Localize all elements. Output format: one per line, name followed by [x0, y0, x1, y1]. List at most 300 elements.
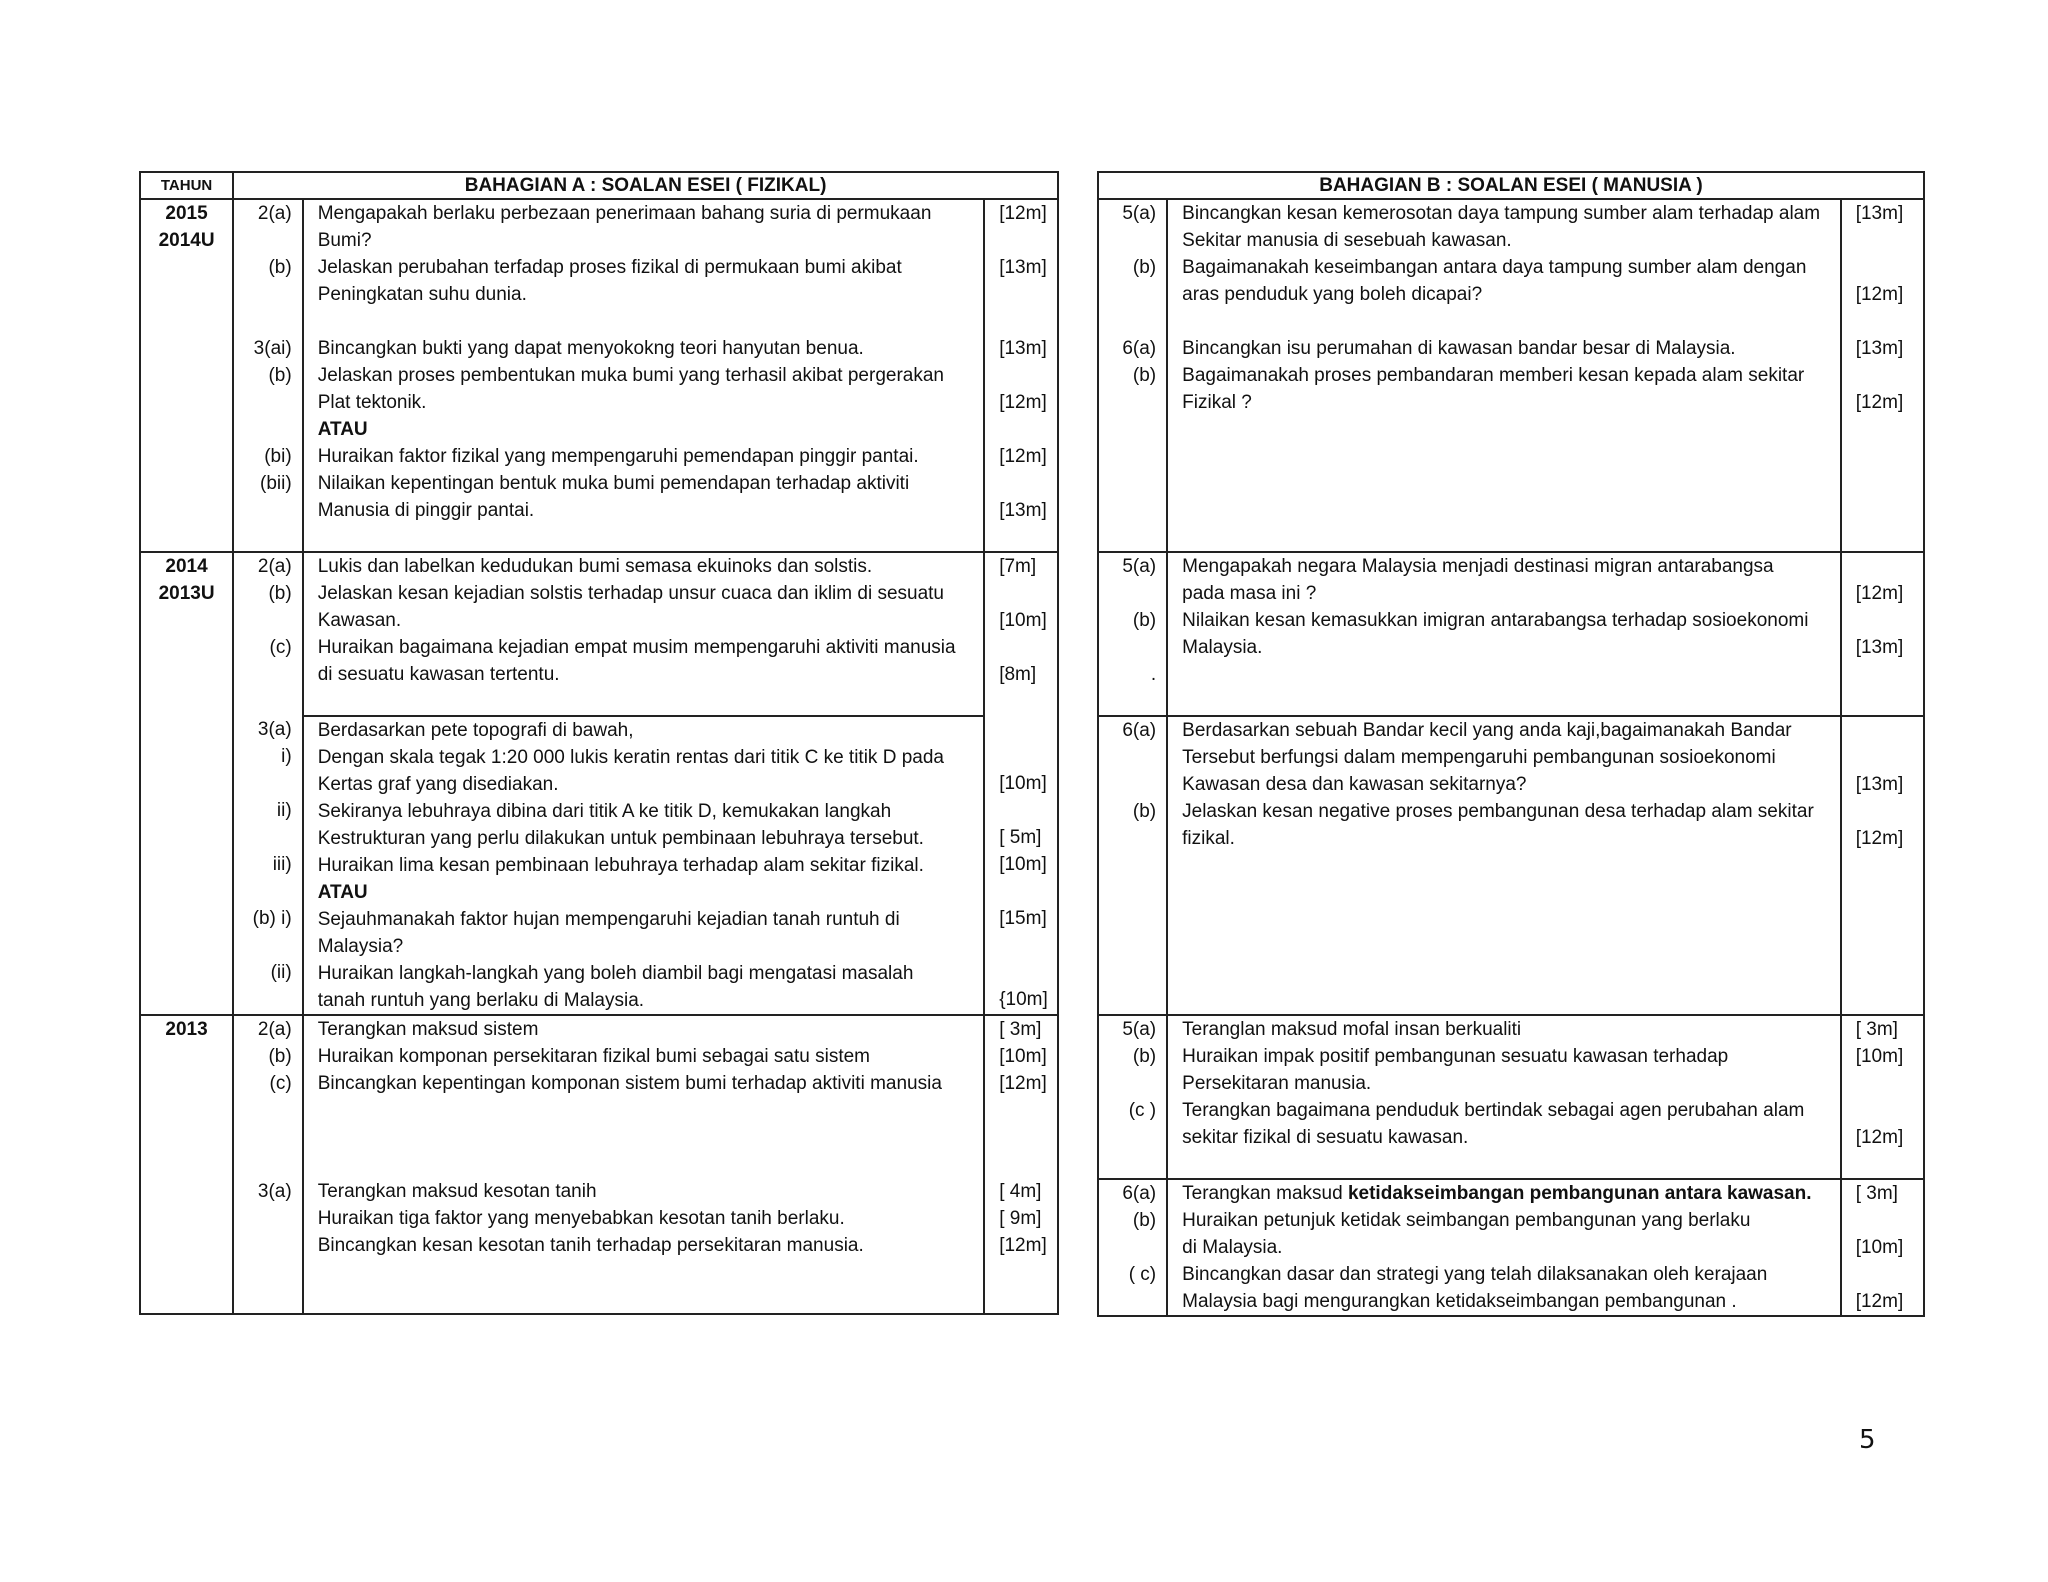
page-number: 5 [1859, 1425, 1876, 1455]
question-block [140, 199, 1058, 335]
question-marks: [12m] [999, 392, 1047, 413]
question-text [318, 1124, 976, 1151]
year-label: 2014 [165, 556, 208, 577]
question-block [1098, 335, 1924, 552]
question-number [1099, 906, 1156, 933]
question-text [1182, 308, 1832, 335]
question-number: iii) [272, 854, 292, 875]
section-b-body [1098, 199, 1924, 1316]
question-text: Kestrukturan yang perlu dilakukan untuk pembinaan lebuhraya tersebut. [317, 828, 924, 849]
question-number [1099, 470, 1156, 497]
question-number [1099, 852, 1156, 879]
question-text [318, 308, 976, 335]
section-a-body [140, 199, 1058, 1314]
marks-column [984, 199, 1058, 335]
question-number: 3(ai) [253, 338, 292, 359]
question-marks: [8m] [999, 664, 1037, 685]
question-marks [999, 959, 1057, 986]
question-text: Lukis dan labelkan kedudukan bumi semasa ekuinoks dan solstis. [317, 556, 873, 577]
question-text: Huraikan langkah-langkah yang boleh diambil bagi mengatasi masalah [317, 963, 914, 984]
question-text: Terangkan maksud kesotan tanih [317, 1181, 597, 1202]
question-marks: [10m] [1855, 1046, 1904, 1067]
question-number: (b) [1132, 801, 1157, 822]
question-marks [1856, 987, 1923, 1014]
text-column [1167, 335, 1841, 552]
question-number [234, 227, 292, 254]
question-marks: [13m] [1855, 774, 1904, 795]
question-number [1099, 933, 1156, 960]
question-text: Terangkan bagaimana penduduk bertindak sebagai agen perubahan alam [1182, 1100, 1805, 1121]
question-marks [999, 1124, 1057, 1151]
question-marks: [10m] [999, 610, 1047, 631]
question-text: Mengapakah berlaku perbezaan penerimaan bahang suria di permukaan [317, 203, 932, 224]
question-block [140, 552, 1058, 716]
question-text: Tersebut berfungsi dalam mempengaruhi pembangunan sosioekonomi [1182, 747, 1776, 768]
question-number [1099, 389, 1156, 416]
question-text: fizikal. [1182, 828, 1235, 849]
question-number [1099, 497, 1156, 524]
question-text: Dengan skala tegak 1:20 000 lukis keratin rentas dari titik C ke titik D pada [317, 747, 944, 768]
question-text-bold: ketidakseimbangan pembangunan antara kawasan. [1347, 1183, 1812, 1204]
question-text: Bincangkan kesan kesotan tanih terhadap persekitaran manusia. [317, 1235, 864, 1256]
text-column [303, 552, 985, 716]
question-number [234, 1232, 292, 1259]
question-marks [1856, 1207, 1923, 1234]
question-text: Persekitaran manusia. [1182, 1073, 1372, 1094]
question-text: Bagaimanakah proses pembandaran memberi kesan kepada alam sekitar [1182, 365, 1805, 386]
number-column [1098, 335, 1167, 552]
question-text: Berdasarkan pete topografi di bawah, [317, 720, 634, 741]
question-marks: [ 3m] [999, 1019, 1042, 1040]
question-text: Kawasan. [317, 610, 402, 631]
question-marks: [13m] [1855, 203, 1904, 224]
question-text [1182, 661, 1832, 688]
question-text: Malaysia bagi mengurangkan ketidakseimbangan pembangunan . [1182, 1291, 1737, 1312]
question-block [1098, 199, 1924, 335]
question-marks [1856, 497, 1923, 524]
question-number: (c) [269, 1073, 292, 1094]
question-text [1182, 987, 1832, 1014]
text-column [1167, 1179, 1841, 1316]
question-marks: [10m] [1855, 1237, 1904, 1258]
question-text [318, 1259, 976, 1286]
question-text: Teranglan maksud mofal insan berkualiti [1182, 1019, 1522, 1040]
question-number [1099, 524, 1156, 551]
marks-column [984, 1015, 1058, 1178]
question-marks [1856, 553, 1923, 580]
question-number [234, 661, 292, 688]
number-column [233, 335, 303, 552]
year-label: 2015 [165, 203, 208, 224]
question-text: Bincangkan bukti yang dapat menyokokng teori hanyutan benua. [317, 338, 864, 359]
text-column [1167, 552, 1841, 716]
question-number [1099, 879, 1156, 906]
question-marks [999, 1151, 1057, 1178]
year-cell [140, 552, 233, 1015]
question-marks [1856, 416, 1923, 443]
question-number: i) [281, 746, 292, 767]
question-marks [1856, 1261, 1923, 1288]
question-text: Huraikan impak positif pembangunan sesuatu kawasan terhadap [1182, 1046, 1729, 1067]
question-block [1098, 716, 1924, 1015]
question-text [1182, 688, 1832, 715]
marks-column [1841, 199, 1924, 335]
question-marks [999, 743, 1057, 770]
question-marks: [13m] [1855, 338, 1904, 359]
number-column [233, 199, 303, 335]
marks-column [984, 716, 1058, 1015]
question-text [1182, 416, 1832, 443]
question-text: Terangkan maksud sistem [317, 1019, 539, 1040]
question-marks [999, 524, 1057, 551]
question-number: (b) [1132, 1046, 1157, 1067]
question-text: Huraikan faktor fizikal yang mempengaruhi pemendapan pinggir pantai. [317, 446, 919, 467]
question-number: (b) [268, 1046, 292, 1067]
question-number [234, 986, 292, 1013]
question-text [1182, 524, 1832, 551]
question-number: ii) [276, 800, 292, 821]
question-number: (b) [268, 257, 292, 278]
question-text: Sejauhmanakah faktor hujan mempengaruhi kejadian tanah runtuh di [317, 909, 900, 930]
question-number [1099, 1288, 1156, 1315]
question-marks [999, 227, 1057, 254]
question-marks [1856, 852, 1923, 879]
question-text: Peningkatan suhu dunia. [317, 284, 527, 305]
year-label: 2014U [158, 230, 215, 251]
question-number [1099, 960, 1156, 987]
question-text [318, 688, 976, 715]
question-text: di Malaysia. [1182, 1237, 1283, 1258]
question-number [234, 1286, 292, 1313]
year-label: 2013 [165, 1019, 208, 1040]
question-number: 3(a) [257, 1181, 292, 1202]
question-number: (b) [268, 365, 292, 386]
question-marks [1856, 879, 1923, 906]
question-marks [999, 281, 1057, 308]
question-marks: [ 4m] [999, 1181, 1042, 1202]
marks-column [984, 552, 1058, 716]
question-marks [1856, 607, 1923, 634]
question-marks [999, 580, 1057, 607]
marks-column [1841, 552, 1924, 716]
question-text: ATAU [317, 882, 368, 903]
question-number [234, 281, 292, 308]
question-number: (b) [1132, 257, 1157, 278]
question-text: Bumi? [317, 230, 372, 251]
question-marks: [12m] [999, 446, 1047, 467]
question-number: (b) i) [252, 908, 292, 929]
question-text: Kertas graf yang disediakan. [317, 774, 559, 795]
question-number [234, 389, 292, 416]
number-column [233, 1178, 303, 1314]
question-number [1099, 416, 1156, 443]
question-marks [999, 878, 1057, 905]
question-number: ( c) [1128, 1264, 1157, 1285]
question-text: Plat tektonik. [317, 392, 427, 413]
question-marks [999, 470, 1057, 497]
question-marks: [12m] [1855, 392, 1904, 413]
marks-column [1841, 1179, 1924, 1316]
question-marks [1856, 1070, 1923, 1097]
question-marks: [13m] [999, 338, 1047, 359]
question-number [234, 878, 292, 905]
marks-column [1841, 716, 1924, 1015]
question-marks: [12m] [999, 203, 1047, 224]
question-marks: [7m] [999, 556, 1037, 577]
question-marks [1856, 744, 1923, 771]
question-number: 2(a) [257, 203, 292, 224]
question-text: Bincangkan dasar dan strategi yang telah dilaksanakan oleh kerajaan [1182, 1264, 1768, 1285]
question-number: (b) [268, 583, 292, 604]
question-number [234, 932, 292, 959]
question-number [234, 1097, 292, 1124]
question-number: 5(a) [1122, 556, 1157, 577]
question-block [140, 1178, 1058, 1314]
question-marks: [ 3m] [1855, 1183, 1898, 1204]
question-marks [999, 688, 1057, 715]
question-text [1182, 1151, 1832, 1178]
question-text: di sesuatu kawasan tertentu. [317, 664, 560, 685]
number-column [233, 716, 303, 1015]
question-text [1182, 906, 1832, 933]
question-number: (b) [1132, 610, 1157, 631]
question-marks [1856, 524, 1923, 551]
question-text: Bincangkan kesan kemerosotan daya tampung sumber alam terhadap alam [1182, 203, 1821, 224]
number-column [1098, 1179, 1167, 1316]
question-text: Kawasan desa dan kawasan sekitarnya? [1182, 774, 1527, 795]
question-marks: [12m] [1855, 1291, 1904, 1312]
question-marks [1856, 717, 1923, 744]
question-number [1099, 987, 1156, 1014]
question-number [1099, 771, 1156, 798]
question-marks [999, 416, 1057, 443]
section-b-table [1097, 171, 1925, 1317]
question-marks [1856, 443, 1923, 470]
question-text [1182, 852, 1832, 879]
question-marks: [15m] [999, 908, 1047, 929]
question-block [140, 335, 1058, 552]
question-number [1099, 688, 1156, 715]
number-column [1098, 716, 1167, 1015]
question-text: Huraikan komponan persekitaran fizikal bumi sebagai satu sistem [317, 1046, 871, 1067]
question-number [1099, 1234, 1156, 1261]
question-marks: [10m] [999, 854, 1047, 875]
question-text: Huraikan bagaimana kejadian empat musim mempengaruhi aktiviti manusia [317, 637, 956, 658]
number-column [1098, 199, 1167, 335]
question-marks [1856, 661, 1923, 688]
question-number: 2(a) [257, 1019, 292, 1040]
question-marks: [ 3m] [1855, 1019, 1898, 1040]
question-block [1098, 1015, 1924, 1179]
question-marks [999, 634, 1057, 661]
question-marks [1856, 362, 1923, 389]
question-marks [999, 1097, 1057, 1124]
question-marks: [13m] [1855, 637, 1904, 658]
question-text [318, 524, 976, 551]
question-number: (b) [1132, 1210, 1157, 1231]
question-text [1182, 960, 1832, 987]
text-column [303, 1178, 985, 1314]
tahun-header: TAHUN [140, 172, 233, 199]
question-marks [999, 1286, 1057, 1313]
question-text: aras penduduk yang boleh dicapai? [1182, 284, 1483, 305]
question-number: 2(a) [257, 556, 292, 577]
question-marks [1856, 470, 1923, 497]
question-text: Fizikal ? [1182, 392, 1252, 413]
question-number [234, 824, 292, 851]
question-text [318, 1097, 976, 1124]
question-marks: [10m] [999, 1046, 1047, 1067]
question-marks [1856, 798, 1923, 825]
question-marks: [12m] [1855, 284, 1904, 305]
question-marks [1856, 1151, 1923, 1178]
question-number [1099, 227, 1156, 254]
question-text: pada masa ini ? [1182, 583, 1317, 604]
question-marks: [10m] [999, 773, 1047, 794]
question-text: Manusia di pinggir pantai. [317, 500, 535, 521]
question-marks: [12m] [1855, 828, 1904, 849]
year-cell [140, 199, 233, 552]
question-number [234, 524, 292, 551]
section-a-table [139, 171, 1059, 1315]
question-marks [1856, 688, 1923, 715]
question-marks [1856, 933, 1923, 960]
question-number: (bii) [260, 473, 292, 494]
question-number: (ii) [270, 962, 292, 983]
question-number [1099, 580, 1156, 607]
question-number: 6(a) [1122, 1183, 1157, 1204]
text-column [1167, 1015, 1841, 1179]
question-marks [1856, 254, 1923, 281]
section-b-header: BAHAGIAN B : SOALAN ESEI ( MANUSIA ) [1098, 172, 1924, 199]
marks-column [1841, 335, 1924, 552]
question-block [1098, 1179, 1924, 1316]
question-number [1099, 1151, 1156, 1178]
question-number [1099, 281, 1156, 308]
question-text: Jelaskan kesan kejadian solstis terhadap unsur cuaca dan iklim di sesuatu [317, 583, 944, 604]
question-number [234, 497, 292, 524]
question-text [1182, 470, 1832, 497]
question-text [318, 1151, 976, 1178]
question-marks: [12m] [1855, 1127, 1904, 1148]
question-number [1099, 634, 1156, 661]
question-number: (c) [269, 637, 292, 658]
number-column [233, 1015, 303, 1178]
question-text [1182, 879, 1832, 906]
question-number: (c ) [1128, 1100, 1157, 1121]
question-text [1182, 933, 1832, 960]
year-cell [140, 1015, 233, 1314]
question-text: Nilaikan kesan kemasukkan imigran antarabangsa terhadap sosioekonomi [1182, 610, 1809, 631]
text-column [1167, 716, 1841, 1015]
question-number: 3(a) [257, 719, 292, 740]
question-marks [999, 932, 1057, 959]
question-text: Bincangkan isu perumahan di kawasan bandar besar di Malaysia. [1182, 338, 1736, 359]
question-number [1099, 308, 1156, 335]
question-block [140, 1015, 1058, 1178]
question-marks [1856, 960, 1923, 987]
marks-column [1841, 1015, 1924, 1179]
question-block [140, 716, 1058, 1015]
question-text: Huraikan lima kesan pembinaan lebuhraya terhadap alam sekitar fizikal. [317, 855, 924, 876]
question-text: Sekiranya lebuhraya dibina dari titik A ke titik D, kemukakan langkah [317, 801, 892, 822]
question-text: Mengapakah negara Malaysia menjadi destinasi migran antarabangsa [1182, 556, 1774, 577]
question-marks: {10m] [999, 989, 1048, 1010]
question-marks [999, 716, 1057, 743]
question-number [234, 1151, 292, 1178]
question-marks: [12m] [999, 1073, 1047, 1094]
question-text: Malaysia? [317, 936, 404, 957]
question-text [1182, 497, 1832, 524]
question-marks [999, 797, 1057, 824]
question-number: 5(a) [1122, 1019, 1157, 1040]
question-number: 5(a) [1122, 203, 1157, 224]
question-marks: [ 9m] [999, 1208, 1042, 1229]
question-number: . [1150, 664, 1157, 685]
question-marks [999, 308, 1057, 335]
question-number: (b) [1132, 365, 1157, 386]
question-marks: [13m] [999, 257, 1047, 278]
number-column [1098, 552, 1167, 716]
question-marks [1856, 1097, 1923, 1124]
number-column [1098, 1015, 1167, 1179]
question-text: Malaysia. [1182, 637, 1263, 658]
text-column [303, 199, 985, 335]
question-text: Jelaskan kesan negative proses pembangunan desa terhadap alam sekitar [1182, 801, 1814, 822]
question-marks [999, 1259, 1057, 1286]
question-text: Berdasarkan sebuah Bandar kecil yang anda kaji,bagaimanakah Bandar [1182, 720, 1792, 741]
question-text [1182, 443, 1832, 470]
question-number [234, 1259, 292, 1286]
question-text: Nilaikan kepentingan bentuk muka bumi pemendapan terhadap aktiviti [317, 473, 910, 494]
question-text: Jelaskan proses pembentukan muka bumi yang terhasil akibat pergerakan [317, 365, 944, 386]
text-column [303, 716, 985, 1015]
question-number [234, 1124, 292, 1151]
question-text [318, 1286, 976, 1313]
question-text: sekitar fizikal di sesuatu kawasan. [1182, 1127, 1469, 1148]
question-marks [1856, 906, 1923, 933]
text-column [1167, 199, 1841, 335]
question-text: Huraikan tiga faktor yang menyebabkan kesotan tanih berlaku. [317, 1208, 845, 1229]
question-number [234, 308, 292, 335]
question-text-part: Terangkan maksud [1182, 1183, 1348, 1204]
question-number [1099, 443, 1156, 470]
question-marks: [13m] [999, 500, 1047, 521]
question-text: Huraikan petunjuk ketidak seimbangan pembangunan yang berlaku [1182, 1210, 1751, 1231]
question-marks [1856, 308, 1923, 335]
question-marks [999, 362, 1057, 389]
text-column [303, 1015, 985, 1178]
question-number [1099, 1070, 1156, 1097]
question-text: Bincangkan kepentingan komponan sistem bumi terhadap aktiviti manusia [317, 1073, 942, 1094]
marks-column [984, 1178, 1058, 1314]
question-text: ATAU [317, 419, 368, 440]
question-number [234, 607, 292, 634]
question-number: 6(a) [1122, 720, 1157, 741]
question-number [234, 770, 292, 797]
question-text: tanah runtuh yang berlaku di Malaysia. [317, 990, 645, 1011]
question-marks [1856, 227, 1923, 254]
question-block [1098, 552, 1924, 716]
question-text: Jelaskan perubahan terfadap proses fizikal di permukaan bumi akibat [317, 257, 902, 278]
question-number: 6(a) [1122, 338, 1157, 359]
question-text [1182, 1180, 1832, 1207]
question-text: Bagaimanakah keseimbangan antara daya tampung sumber alam dengan [1182, 257, 1807, 278]
question-number [1099, 1124, 1156, 1151]
question-text: Sekitar manusia di sesebuah kawasan. [1182, 230, 1512, 251]
year-label: 2013U [158, 583, 215, 604]
question-marks: [ 5m] [999, 827, 1042, 848]
